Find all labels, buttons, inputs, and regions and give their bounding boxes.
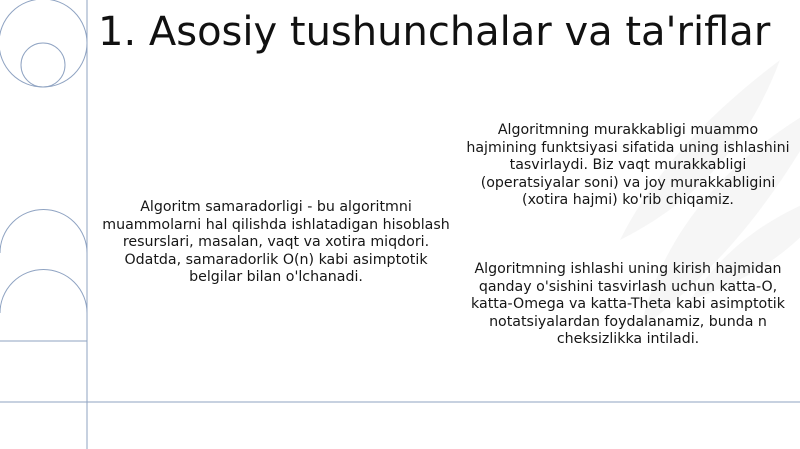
complexity-paragraph: Algoritmning murakkabligi muammo hajmining funktsiyasi sifatida uning ishlashini tasvirlaydi. Biz vaqt murakkabligi (operatsiyalar soni) va joy murakkabligini (xotira hajmi) ko'rib chiqamiz. bbox=[466, 122, 790, 209]
efficiency-paragraph: Algoritm samaradorligi - bu algoritmni muammolarni hal qilishda ishlatadigan hisoblash resurslari, masalan, vaqt va xotira miqdori. Odatda, samaradorlik O(n) kabi asimptotik belgilar bilan o'lchanadi. bbox=[102, 199, 450, 286]
top-small-circle bbox=[21, 43, 65, 87]
middle-arch bbox=[0, 210, 87, 254]
lower-arch bbox=[0, 270, 87, 314]
page-title: 1. Asosiy tushunchalar va ta'riflar bbox=[98, 9, 771, 55]
asymptotic-notation-paragraph: Algoritmning ishlashi uning kirish hajmidan qanday o'sishini tasvirlash uchun katta-O, katta-Omega va katta-Theta kabi asimptotik notatsiyalardan foydalanamiz, bunda n cheksizlikka intiladi. bbox=[471, 261, 785, 348]
